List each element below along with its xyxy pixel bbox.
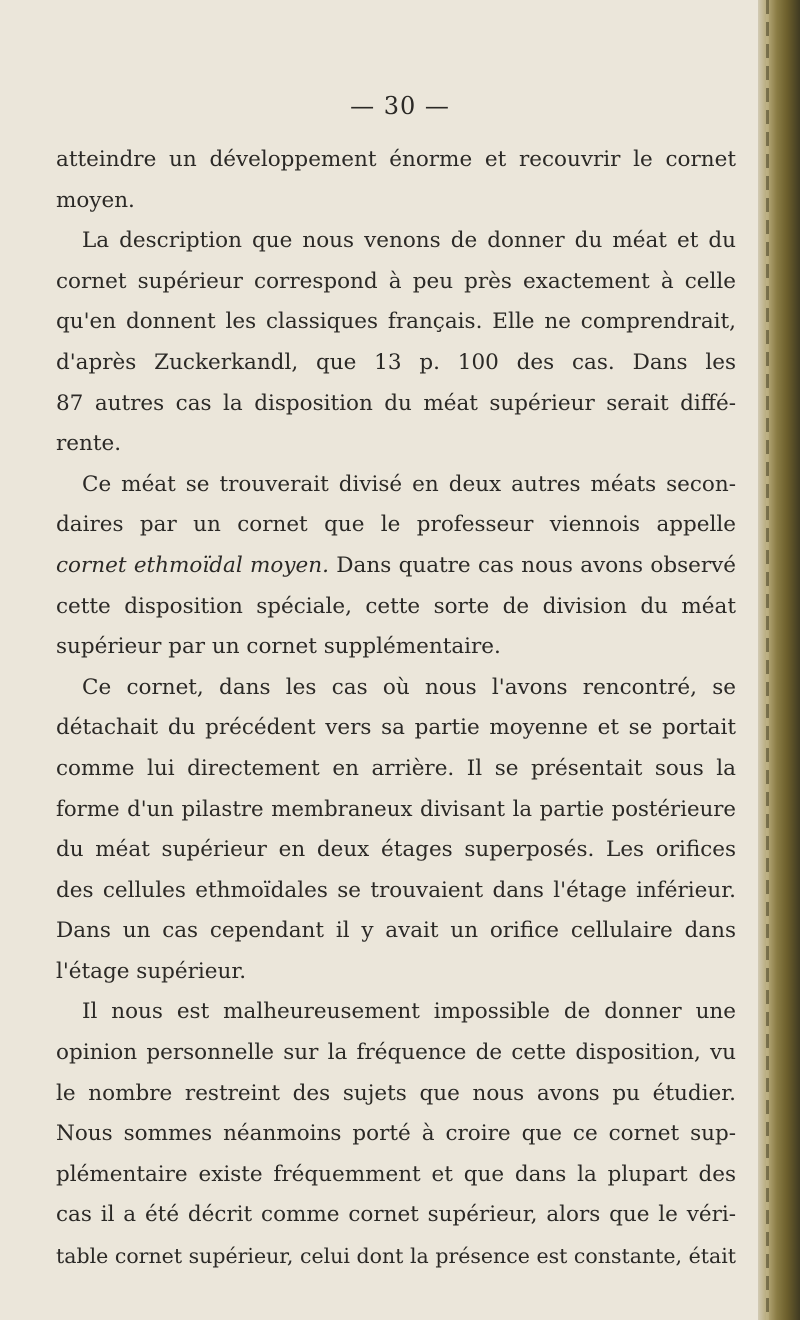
text-line: qu'en donnent les classiques français. Elle ne comprendrait, [56, 309, 736, 335]
text-line: atteindre un développement énorme et recouvrir le cornet [56, 147, 736, 172]
page-number: — 30 — [350, 92, 450, 120]
text-line: Ce cornet, dans les cas où nous l'avons rencontré, se [82, 674, 736, 700]
text-line: daires par un cornet que le professeur viennois appelle [56, 512, 736, 538]
body-text [56, 140, 736, 1277]
text-line: Nous sommes néanmoins porté à croire que ce cornet sup- [56, 1121, 736, 1147]
text-line: 87 autres cas la disposition du méat supérieur serait diffé- [56, 390, 736, 416]
text-line: l'étage supérieur. [56, 958, 247, 984]
text-line: détachait du précédent vers sa partie moyenne et se portait [56, 715, 736, 741]
text-line: table cornet supérieur, celui dont la présence est constante, était [56, 1244, 736, 1269]
text-line: comme lui directement en arrière. Il se présentait sous la [56, 755, 736, 781]
text-line: Dans un cas cependant il y avait un orifice cellulaire dans [56, 918, 736, 944]
text-line: forme d'un pilastre membraneux divisant la partie postérieure [56, 796, 736, 822]
text-line: Il nous est malheureusement impossible de donner une [82, 999, 736, 1025]
text-fragment: Dans quatre cas nous avons observé [336, 552, 736, 578]
text-line: rente. [56, 431, 122, 457]
text-line: cette disposition spéciale, cette sorte de division du méat [56, 593, 736, 619]
text-line: du méat supérieur en deux étages superposés. Les orifices [56, 837, 736, 863]
text-line: plémentaire existe fréquemment et que dans la plupart des [56, 1161, 736, 1187]
text-line: La description que nous venons de donner du méat et du [82, 228, 736, 254]
text-line: moyen. [56, 187, 135, 213]
text-line-mixed [56, 546, 736, 587]
text-line: le nombre restreint des sujets que nous avons pu étudier. [56, 1080, 736, 1106]
text-line: Ce méat se trouverait divisé en deux autres méats secon- [82, 471, 736, 497]
text-line: opinion personnelle sur la fréquence de cette disposition, vu [56, 1040, 736, 1066]
text-line: d'après Zuckerkandl, que 13 p. 100 des cas. Dans les [56, 349, 736, 375]
text-line: supérieur par un cornet supplémentaire. [56, 634, 501, 660]
text-line: des cellules ethmoïdales se trouvaient dans l'étage inférieur. [56, 877, 736, 903]
text-line: cornet supérieur correspond à peu près exactement à celle [56, 268, 736, 294]
italic-term: cornet ethmoïdal moyen. [56, 552, 329, 578]
text-line: cas il a été décrit comme cornet supérieur, alors que le véri- [56, 1202, 736, 1228]
page-edge-binding [758, 0, 800, 1320]
